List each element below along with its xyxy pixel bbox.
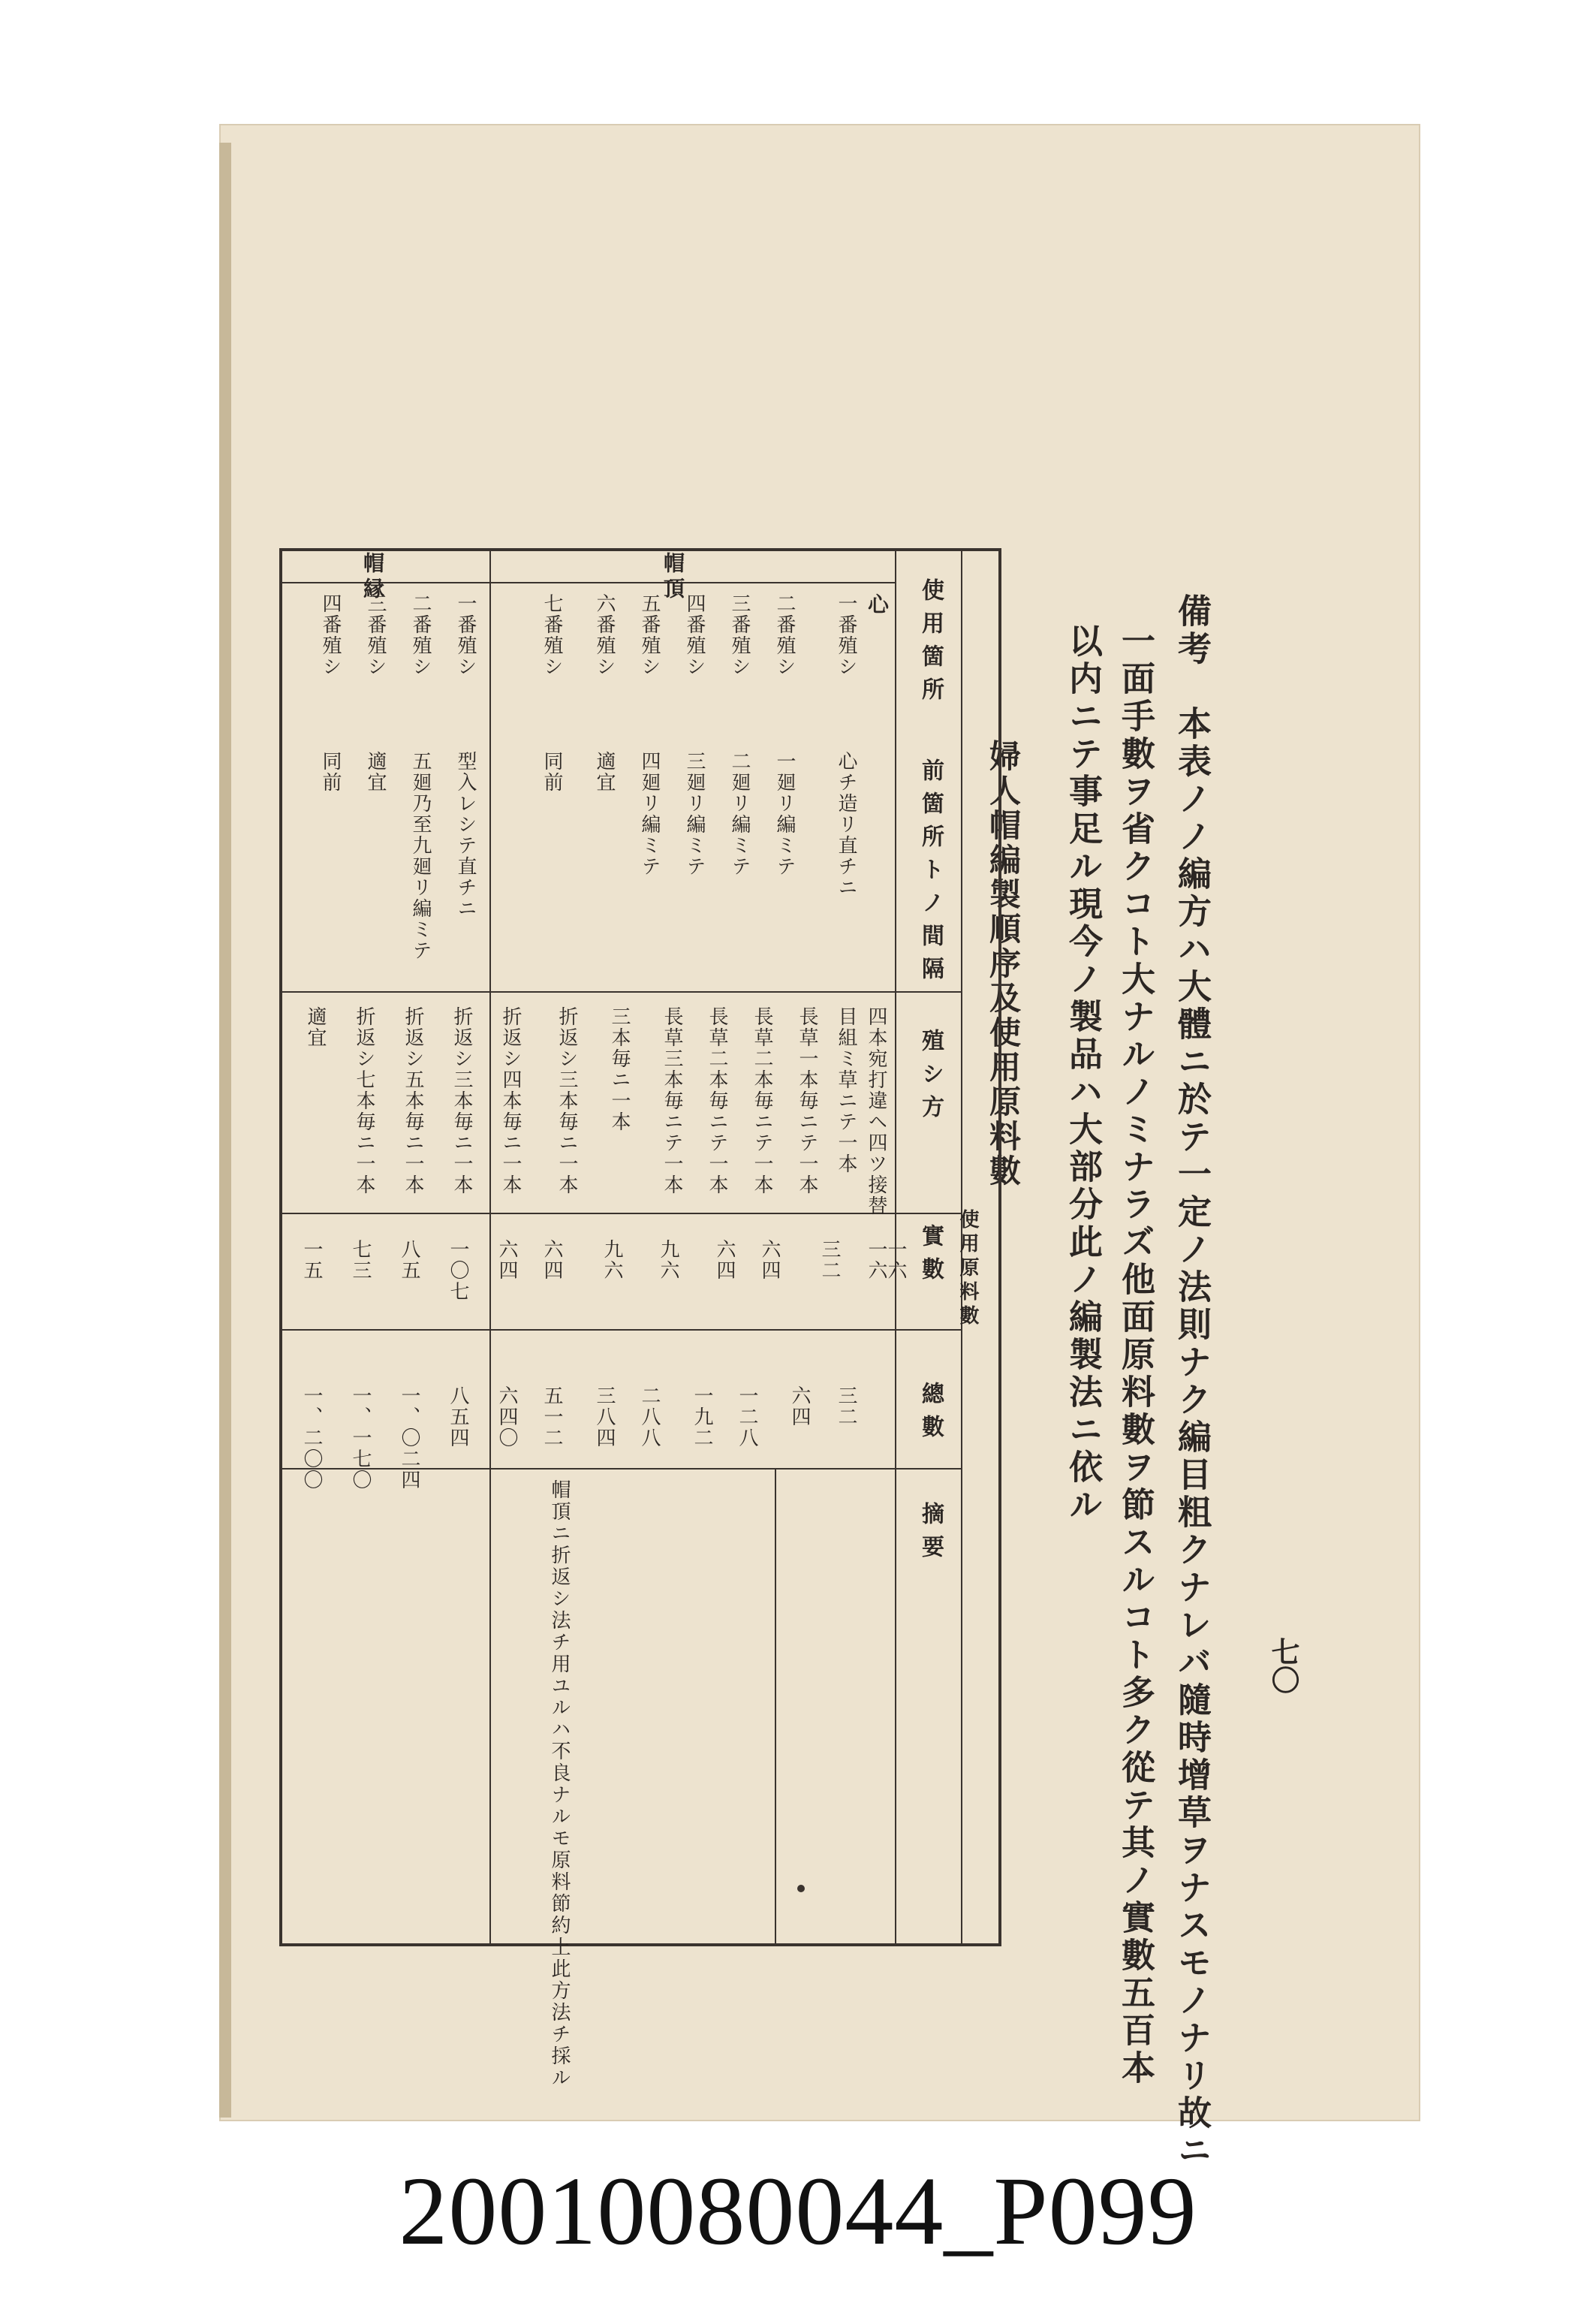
row-rule-method <box>279 991 961 993</box>
row-rule-remarks <box>279 1468 961 1470</box>
table-remark: 帽頂ニ折返シ法チ用ユルハ不良ナルモ原料節約上此方法チ採ル <box>548 1479 571 2089</box>
row-1-interval: 心チ造リ直チニ <box>835 751 857 898</box>
row-1-location: 一番殖シ <box>835 593 857 677</box>
header-actual: 實數 <box>917 1224 944 1290</box>
row-10-location: 二番殖シ <box>409 593 432 677</box>
row-12-location: 四番殖シ <box>319 593 342 677</box>
row-rule-actual-total <box>279 1329 961 1331</box>
row-10-interval: 五廻乃至九廻リ編ミテ <box>409 751 432 961</box>
row-5-actual: 六四 <box>713 1239 736 1281</box>
row-12-interval: 同前 <box>319 751 342 793</box>
row-4-total: 一二八 <box>736 1385 758 1448</box>
row-7-interval: 適宜 <box>593 751 616 793</box>
remark-dot <box>797 1885 805 1892</box>
row-11-interval: 適宜 <box>364 751 387 793</box>
row-2-actual: 一六 一六 <box>865 1239 907 1281</box>
row-6-total: 二八八 <box>638 1385 661 1448</box>
row-13-total: 一、二〇〇 <box>300 1385 323 1491</box>
section-crown-label: 帽頂 <box>661 552 685 603</box>
row-11-location: 三番殖シ <box>364 593 387 677</box>
row-4-interval: 二廻リ編ミテ <box>728 751 751 877</box>
row-7-actual: 九六 <box>601 1239 623 1281</box>
header-materials-group: 使用原料數 <box>956 1209 979 1329</box>
row-12-total: 一、一七〇 <box>349 1385 372 1491</box>
row-11-total: 一、〇二四 <box>398 1385 420 1491</box>
row-2-method: 四本宛打違ヘ四ツ接替 <box>865 1006 887 1216</box>
header-remarks: 摘要 <box>917 1502 944 1568</box>
table-top-rule <box>279 548 1001 551</box>
row-5-location: 四番殖シ <box>683 593 706 677</box>
row-11-method: 折返シ五本毎ニ一本 <box>402 1006 424 1195</box>
row-8-actual: 六四 <box>541 1239 563 1281</box>
row-10-actual: 一〇七 <box>447 1239 469 1302</box>
row-6-method: 長草三本毎ニテ一本 <box>661 1006 683 1195</box>
table-title: 婦人帽編製順序及使用原料數 <box>985 740 1022 1189</box>
page-number: 七〇 <box>1266 1637 1300 1694</box>
row-3-location: 二番殖シ <box>773 593 796 677</box>
row-4-actual: 六四 <box>758 1239 781 1281</box>
row-4-location: 三番殖シ <box>728 593 751 677</box>
row-11-actual: 八五 <box>398 1239 420 1281</box>
row-rule-materials <box>279 1213 961 1214</box>
row-8-method: 折返シ三本毎ニ一本 <box>556 1006 578 1195</box>
row-6-interval: 四廻リ編ミテ <box>638 751 661 877</box>
header-method: 殖シ方 <box>917 1029 944 1128</box>
note-line-1: 備考 本表ノノ編方ハ大體ニ於テ一定ノ法則ナク編目粗クナレバ隨時增草ヲナスモノナリ故ニ <box>1172 593 1212 2170</box>
materials-table <box>279 548 1001 2089</box>
note-line-2: 一面手數ヲ省クコト大ナルノミナラズ他面原料數ヲ節スルコト多ク從テ其ノ實數五百本 <box>1116 623 1155 2087</box>
row-7-total: 三八四 <box>593 1385 616 1448</box>
row-3-method: 長草一本毎ニテ一本 <box>796 1006 818 1195</box>
row-9-location: 一番殖シ <box>454 593 477 677</box>
row-2-total: 三二 <box>835 1385 857 1427</box>
row-3-interval: 一廻リ編ミテ <box>773 751 796 877</box>
row-9-actual: 六四 <box>495 1239 518 1281</box>
col-rule-section-top <box>489 548 491 991</box>
table-right-rule <box>998 548 1001 1945</box>
row-9-total: 六四〇 <box>495 1385 518 1448</box>
row-1-method: 目組ミ草ニテ一本 <box>835 1006 857 1174</box>
row-6-actual: 九六 <box>657 1239 679 1281</box>
section-core-label: 心 <box>865 593 890 619</box>
row-8-interval: 同前 <box>541 751 563 793</box>
row-9-interval: 型入レシテ直チニ <box>454 751 477 919</box>
row-10-total: 八五四 <box>447 1385 469 1448</box>
table-left-rule <box>279 548 282 1945</box>
row-10-method: 折返シ三本毎ニ一本 <box>450 1006 473 1195</box>
row-8-total: 五一二 <box>541 1385 563 1448</box>
header-interval: 前箇所トノ間隔 <box>917 758 944 990</box>
row-5-method: 長草二本毎ニテ一本 <box>706 1006 728 1195</box>
row-13-method: 適宜 <box>304 1006 327 1048</box>
row-3-actual: 三二 <box>818 1239 841 1281</box>
row-13-actual: 一五 <box>300 1239 323 1281</box>
row-12-method: 折返シ七本毎ニ一本 <box>353 1006 375 1195</box>
table-bottom-rule <box>279 1943 1001 1946</box>
row-6-location: 五番殖シ <box>638 593 661 677</box>
row-9-method: 折返シ四本毎ニ一本 <box>499 1006 522 1195</box>
header-location: 使用箇所 <box>917 578 944 710</box>
note-line-3: 以内ニテ事足ル現今ノ製品ハ大部分此ノ編製法ニ依ル <box>1063 623 1103 1524</box>
row-3-total: 六四 <box>788 1385 811 1427</box>
row-7-location: 六番殖シ <box>593 593 616 677</box>
row-5-interval: 三廻リ編ミテ <box>683 751 706 877</box>
row-12-actual: 七三 <box>349 1239 372 1281</box>
row-4-method: 長草二本毎ニテ一本 <box>751 1006 773 1195</box>
row-7-method: 三本毎ニ一本 <box>608 1006 631 1132</box>
row-8-location: 七番殖シ <box>541 593 563 677</box>
header-total: 總數 <box>917 1382 944 1448</box>
col-rule-remarks <box>775 1468 776 1945</box>
section-brim-label: 帽縁 <box>360 552 385 603</box>
row-5-total: 一九二 <box>691 1385 713 1448</box>
page-spine <box>219 143 231 2118</box>
image-caption: 20010080044_P099 <box>399 2157 1197 2265</box>
